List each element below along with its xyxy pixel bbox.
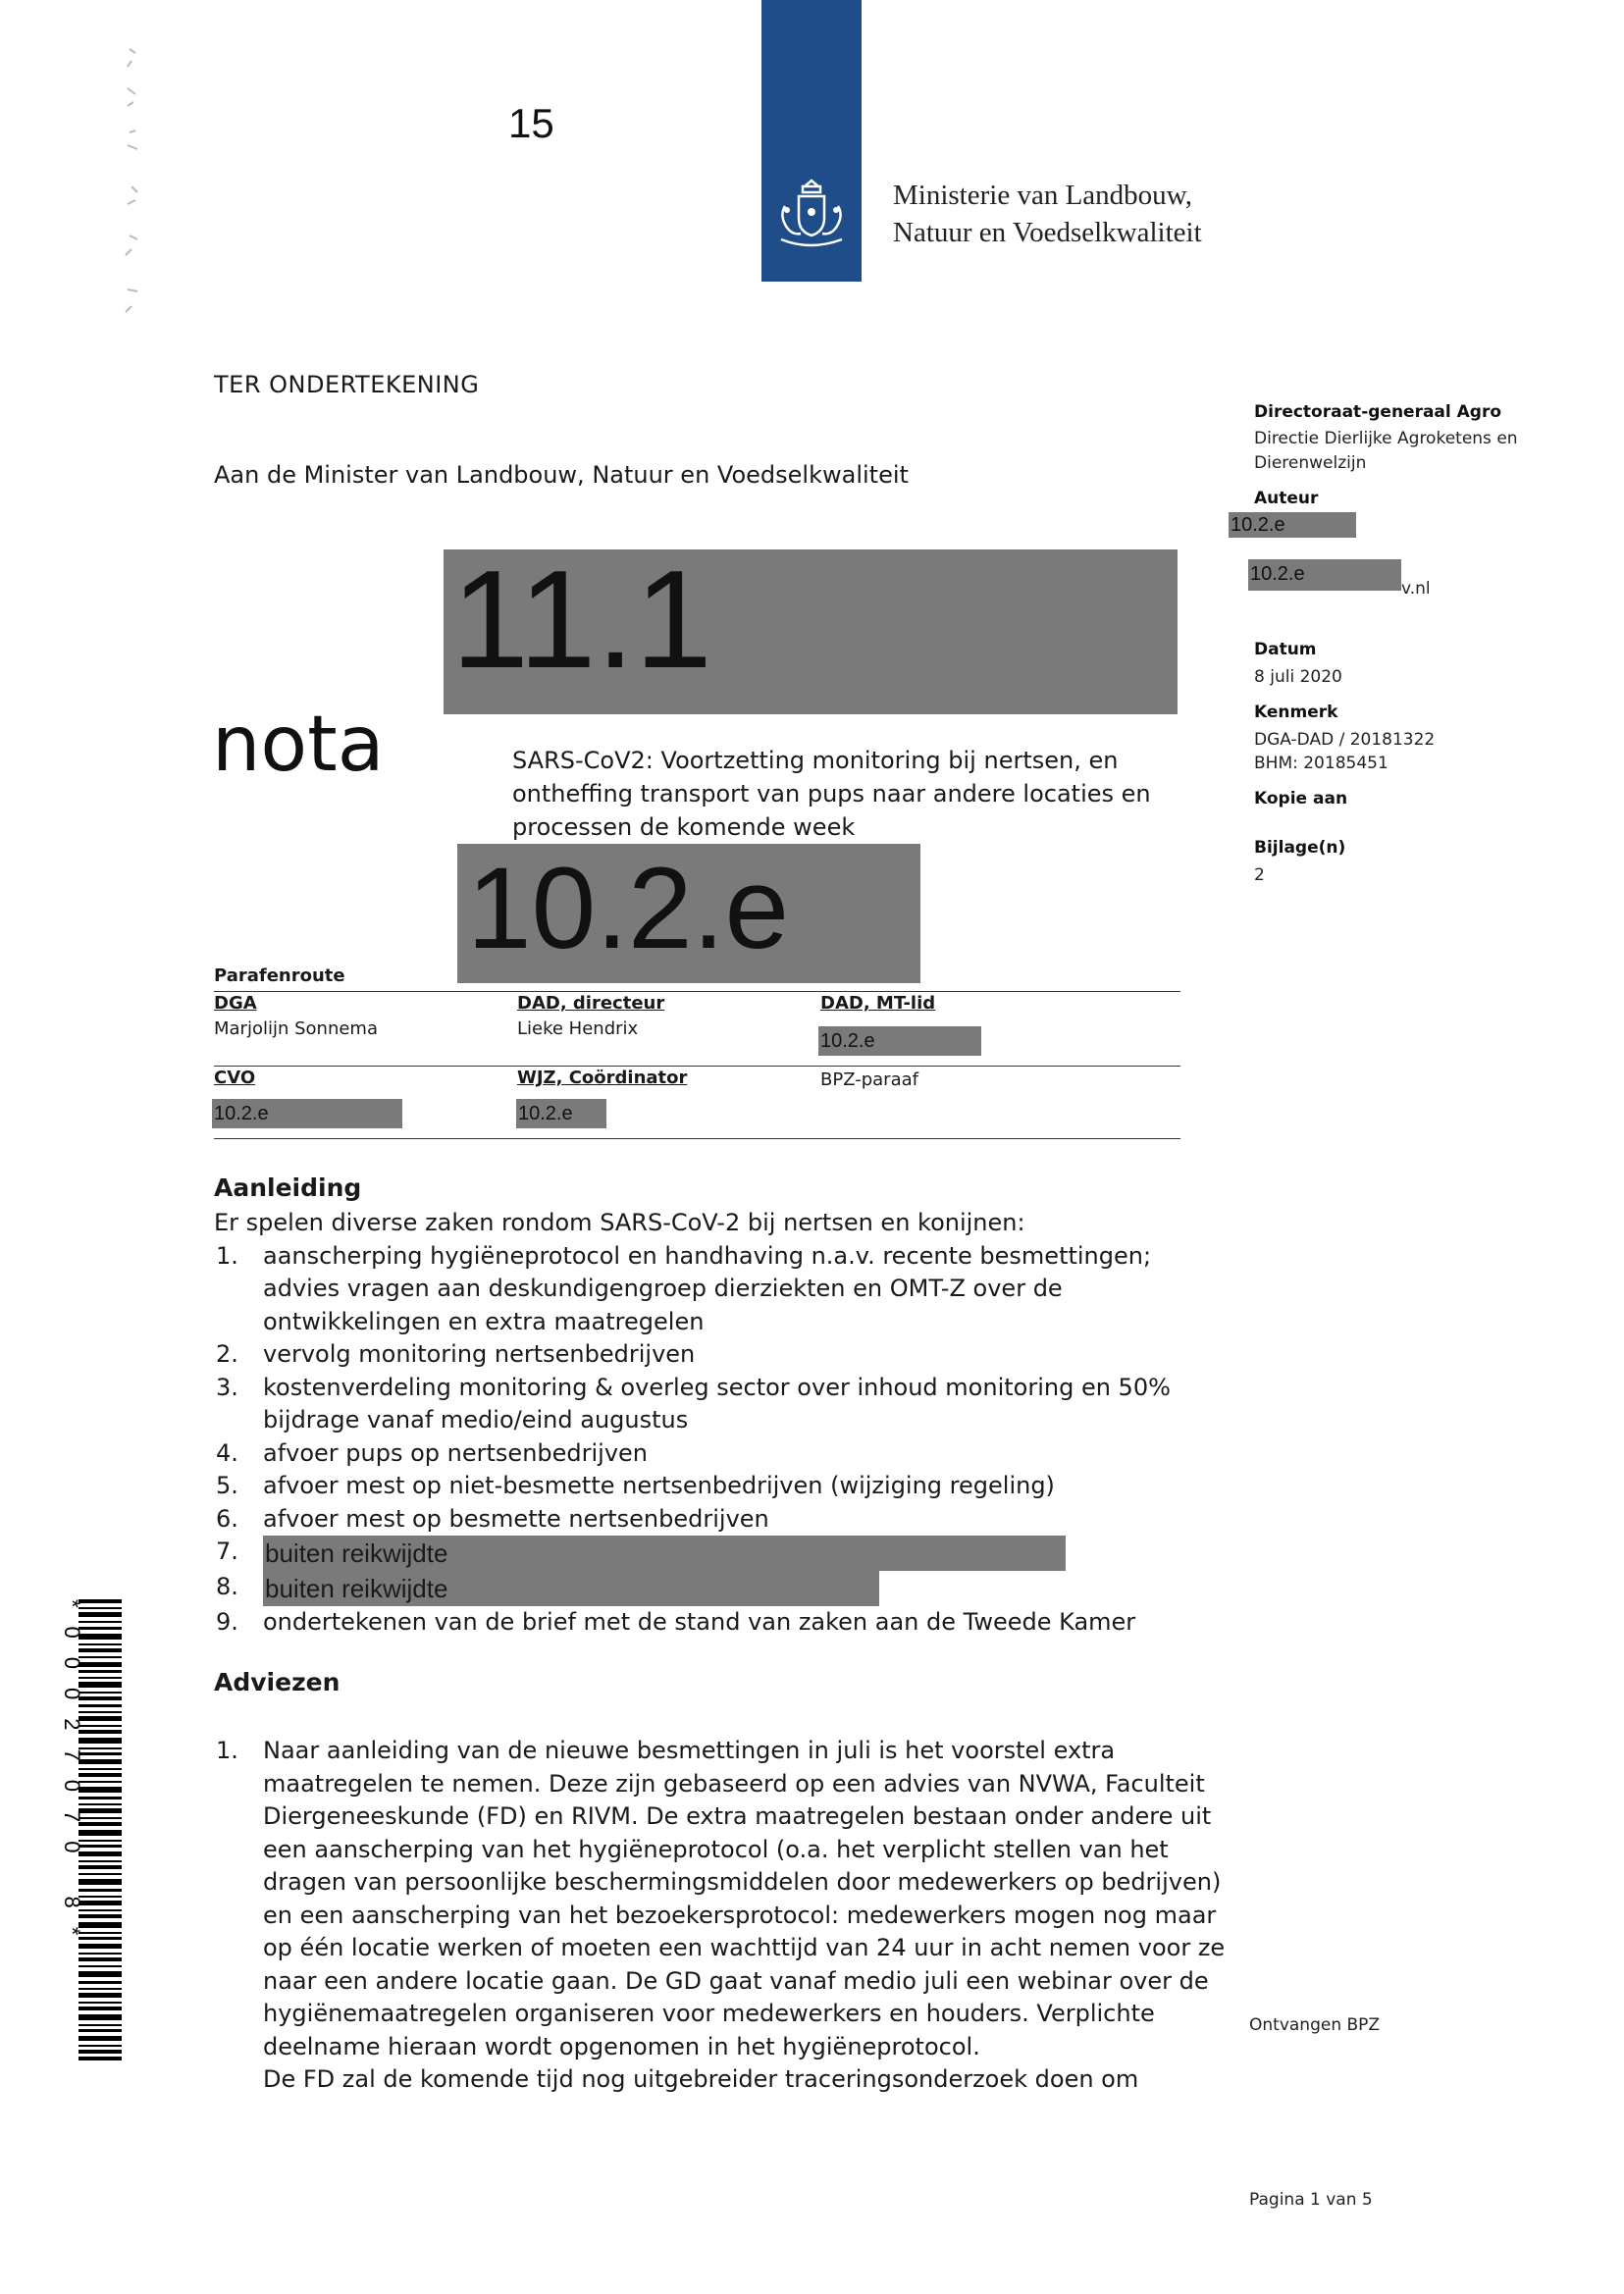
redaction-out-of-scope: buiten reikwijdte: [263, 1536, 1066, 1571]
redaction-block-mid: [457, 844, 920, 983]
auteur-label: Auteur: [1254, 489, 1319, 508]
list-item: 4. afvoer pups op nertsenbedrijven: [216, 1438, 649, 1467]
bijlage-value: 2: [1254, 865, 1265, 885]
crest-icon: [771, 177, 852, 255]
document-type: nota: [212, 701, 385, 789]
para-dad-dir-head: DAD, directeur: [517, 993, 665, 1014]
subject: SARS-CoV2: Voortzetting monitoring bij nertsen, en ontheffing transport van pups naar andere locaties en processen de komende week: [512, 747, 1151, 841]
redaction-code-top: 11.1: [451, 542, 712, 698]
contact-redaction: 10.2.e: [1248, 559, 1401, 591]
para-wjz-head: WJZ, Coördinator: [517, 1068, 688, 1088]
para-bpz: BPZ-paraaf: [820, 1069, 918, 1090]
dg-label: Directoraat-generaal Agro: [1254, 402, 1502, 422]
para-dga-head: DGA: [214, 993, 257, 1014]
parafenroute-title: Parafenroute: [214, 965, 345, 986]
kenmerk-label: Kenmerk: [1254, 703, 1338, 722]
adviezen-item-continuation: De FD zal de komende tijd nog uitgebreider traceringsonderzoek doen om: [263, 2065, 1139, 2093]
stamp-ter-ondertekening: TER ONDERTEKENING: [214, 371, 480, 398]
list-item: 6. afvoer mest op besmette nertsenbedrijven: [216, 1504, 769, 1533]
adviezen-title: Adviezen: [214, 1668, 341, 1696]
barcode-text: *00027070 8*: [60, 1599, 84, 1955]
page-marker: 15: [508, 100, 554, 146]
list-item: 8. buiten reikwijdte: [214, 1571, 1234, 1606]
adviezen-item-number: 1.: [216, 1737, 238, 1764]
contact-suffix: v.nl: [1401, 579, 1431, 599]
kenmerk-1: DGA-DAD / 20181322: [1254, 730, 1436, 750]
divider: [214, 1138, 1180, 1139]
aanleiding-list: [214, 1240, 1234, 1640]
addressee: Aan de Minister van Landbouw, Natuur en Voedselkwaliteit: [214, 461, 909, 489]
auteur-redaction: 10.2.e: [1229, 512, 1356, 538]
para-cvo-head: CVO: [214, 1068, 256, 1088]
ministry-name: [893, 177, 1202, 251]
redaction-code-mid: 10.2.e: [467, 844, 790, 973]
list-item: 2. vervolg monitoring nertsenbedrijven: [216, 1340, 696, 1368]
directie-text: Directie Dierlijke Agroketens en Dierenwelzijn: [1254, 429, 1518, 473]
aanleiding-section: [214, 1207, 1234, 1640]
redaction-out-of-scope: buiten reikwijdte: [263, 1571, 879, 1606]
para-dad-mt-redaction: 10.2.e: [818, 1026, 981, 1056]
datum-value: 8 juli 2020: [1254, 667, 1342, 687]
scan-marks: [118, 39, 157, 334]
barcode-icon: [53, 1599, 122, 2060]
page-footer: Pagina 1 van 5: [1249, 2190, 1373, 2210]
list-item: 5. afvoer mest op niet-besmette nertsenbedrijven (wijziging regeling): [216, 1472, 1055, 1499]
list-item: 1. aanscherping hygiëneprotocol en handhaving n.a.v. recente besmettingen; advies vragen aan deskundigengroep dierziekten en OMT-Z over de ontwikkelingen en extra maatregelen: [216, 1241, 1152, 1335]
para-dga-name: Marjolijn Sonnema: [214, 1018, 379, 1039]
divider: [214, 1066, 1180, 1067]
aanleiding-title: Aanleiding: [214, 1173, 362, 1202]
bijlage-label: Bijlage(n): [1254, 838, 1346, 858]
datum-label: Datum: [1254, 640, 1317, 659]
adviezen-item: [214, 1735, 1256, 2097]
adviezen-section: [214, 1735, 1256, 2097]
kenmerk-2: BHM: 20185451: [1254, 754, 1388, 773]
aanleiding-intro: Er spelen diverse zaken rondom SARS-CoV-2 bij nertsen en konijnen:: [214, 1209, 1025, 1236]
redaction-block-top: [444, 542, 1178, 714]
list-item: 7. buiten reikwijdte: [214, 1536, 1234, 1571]
ministry-line-2: Natuur en Voedselkwaliteit: [893, 217, 1202, 248]
para-dad-dir-name: Lieke Hendrix: [517, 1018, 639, 1039]
ministry-logo-bar: [761, 0, 862, 282]
ontvangen-bpz: Ontvangen BPZ: [1249, 2015, 1381, 2035]
para-dad-mt-head: DAD, MT-lid: [820, 993, 936, 1014]
adviezen-item-text: Naar aanleiding van de nieuwe besmettingen in juli is het voorstel extra maatregelen te nemen. Deze zijn gebaseerd op een advies van NVWA, Faculteit Diergeneeskunde (FD) en RIVM. De extra maatregelen bestaan onder andere uit een aanscherping van het hygiëneprotocol (o.a. het verplicht stellen van het dragen van persoonlijke beschermingsmiddelen door medewerkers op bedrijven) en een aanscherping van het bezoekersprotocol: medewerkers mogen nog maar op één locatie werken of moeten een wachttijd van 24 uur in acht nemen voor ze naar een andere locatie gaan. De GD gaat vanaf medio juli een webinar over de hygiënemaatregelen organiseren voor medewerkers en houders. Verplichte deelname hieraan wordt opgenomen in het hygiëneprotocol.: [263, 1737, 1226, 2060]
kopie-label: Kopie aan: [1254, 789, 1348, 808]
divider: [214, 991, 1180, 992]
list-item: 3. kostenverdeling monitoring & overleg sector over inhoud monitoring en 50% bijdrage vanaf medio/eind augustus: [216, 1373, 1171, 1434]
list-item: 9. ondertekenen van de brief met de stand van zaken aan de Tweede Kamer: [216, 1608, 1136, 1636]
ministry-line-1: Ministerie van Landbouw,: [893, 180, 1192, 211]
para-cvo-redaction: 10.2.e: [212, 1099, 402, 1128]
para-wjz-redaction: 10.2.e: [516, 1099, 606, 1128]
